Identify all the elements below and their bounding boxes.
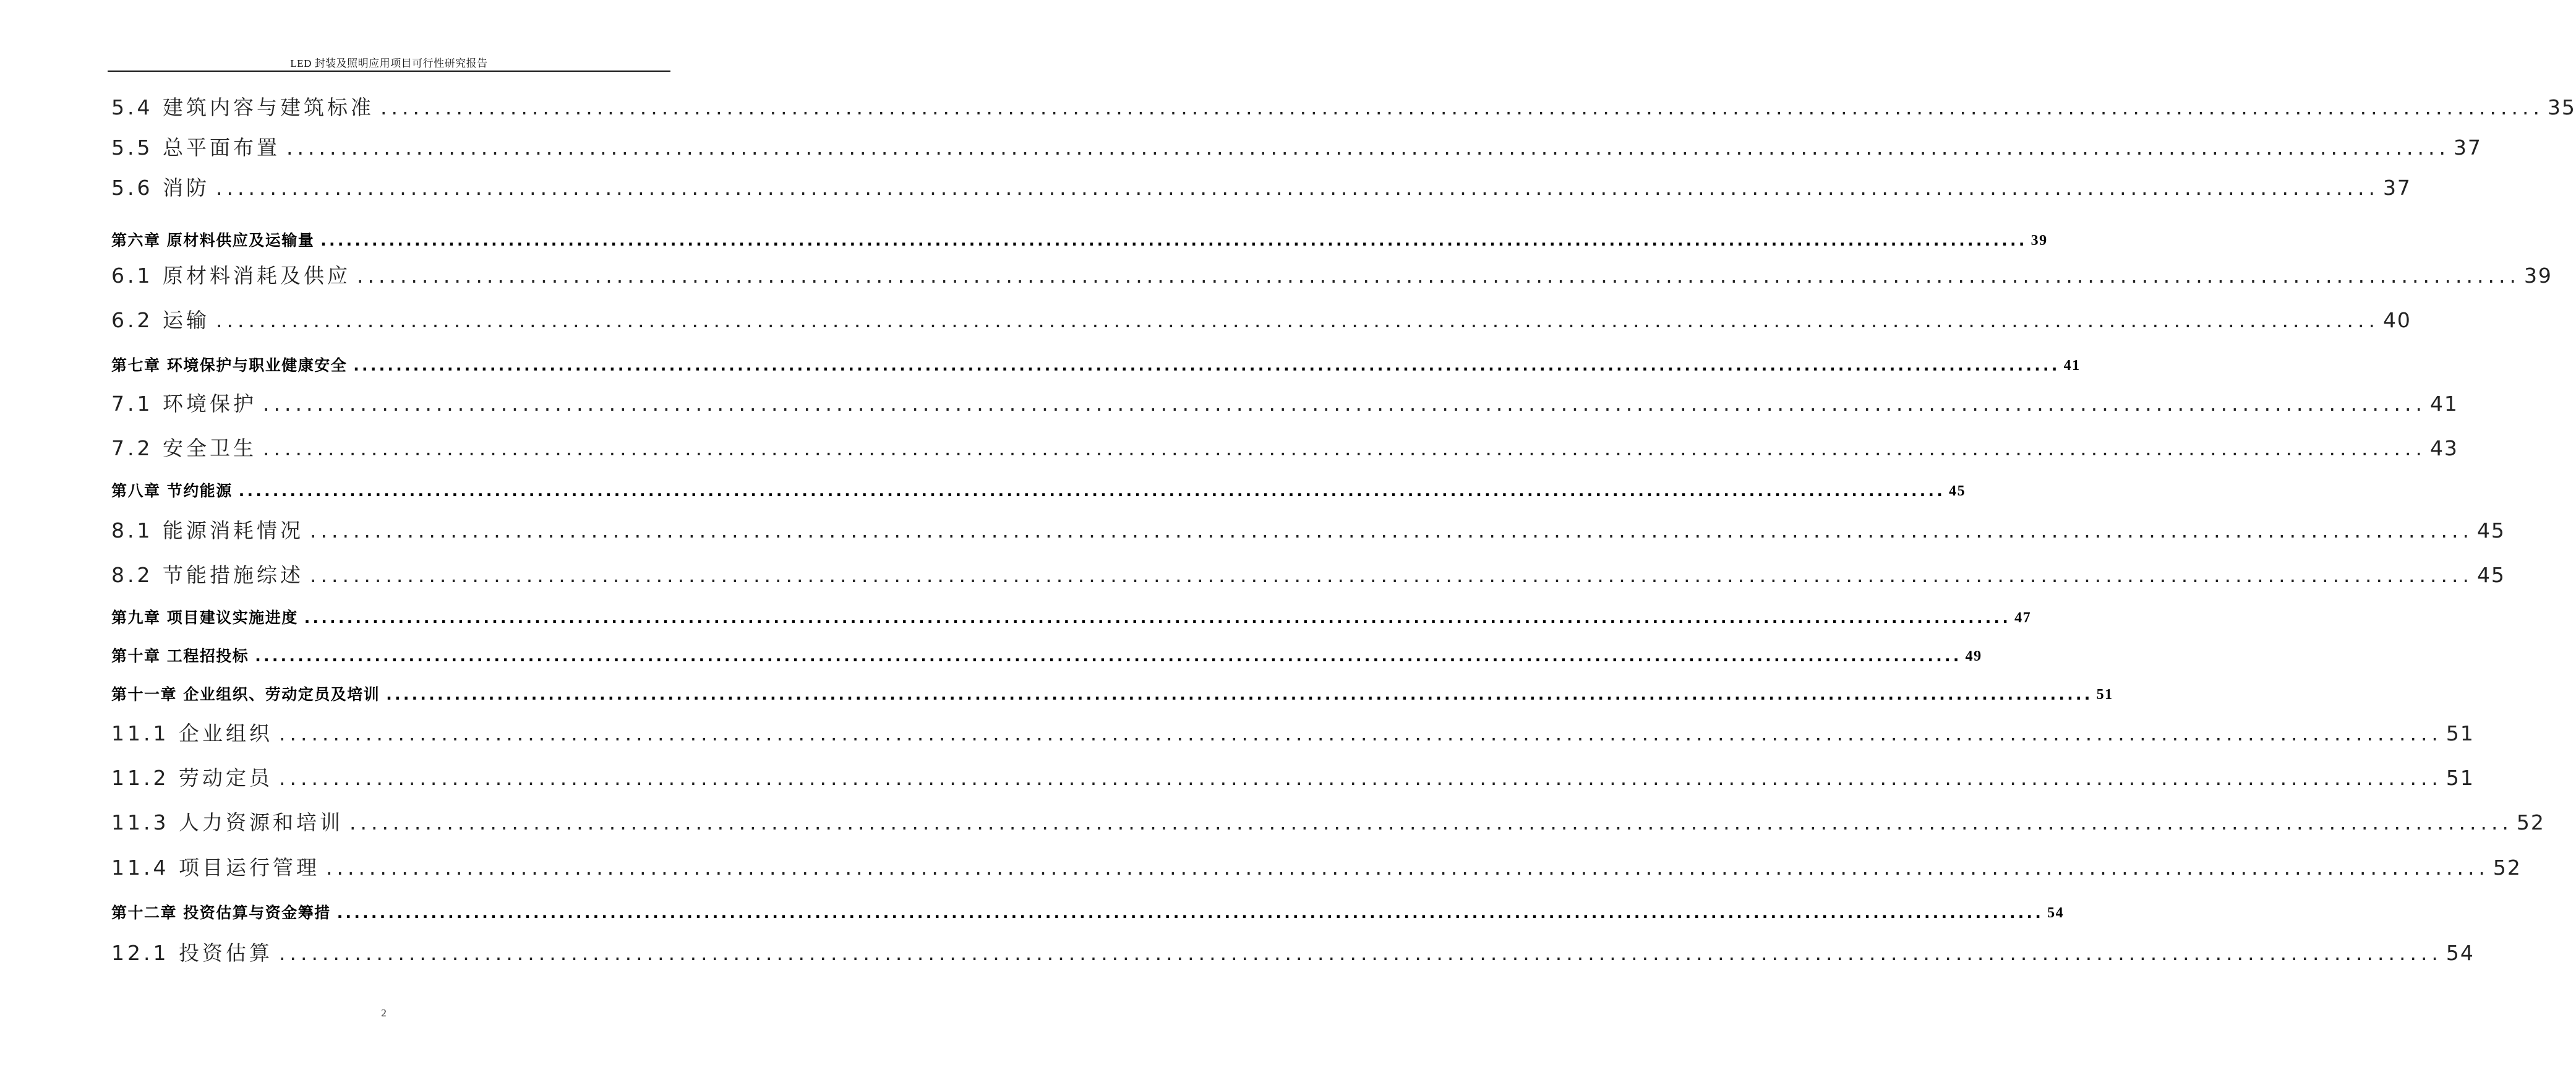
toc-leader-dots: ........................................................................................................................................................................................................ [386,685,2093,703]
toc-entry[interactable] [111,390,2458,418]
toc-entry[interactable] [111,262,2552,289]
toc-entry[interactable] [111,940,2475,967]
toc-entry-label: 第十二章 投资估算与资金筹措 [111,904,331,922]
toc-entry-page: 37 [2453,135,2482,160]
toc-entry-page: 51 [2096,687,2113,703]
toc-entry-page: 35 [2547,95,2576,119]
toc-chapter-entry[interactable] [111,607,2032,628]
toc-entry-page: 52 [2516,810,2545,834]
toc-entry[interactable] [111,720,2475,747]
toc-entry-label: 8.2 节能措施综述 [111,563,304,587]
toc-entry[interactable] [111,809,2545,836]
toc-entry[interactable] [111,517,2505,544]
toc-leader-dots: ........................................................................................................................................................................................................ [255,647,1962,665]
toc-entry-page: 52 [2493,856,2522,880]
toc-entry-page: 49 [1965,648,1982,664]
toc-entry-label: 11.2 劳动定员 [111,766,273,790]
toc-leader-dots: ........................................................................................................................................................................................................ [262,436,2426,460]
toc-entry-label: 12.1 投资估算 [111,941,273,965]
toc-leader-dots: ........................................................................................................................................................................................................ [215,308,2379,332]
toc-leader-dots: ........................................................................................................................................................................................................ [286,135,2450,160]
toc-leader-dots: ........................................................................................................................................................................................................ [309,518,2473,542]
toc-leader-dots: ........................................................................................................................................................................................................ [278,721,2442,745]
toc-entry-label: 11.1 企业组织 [111,721,273,745]
toc-leader-dots: ........................................................................................................................................................................................................ [320,231,2027,249]
toc-entry-label: 第十一章 企业组织、劳动定员及培训 [111,685,380,703]
toc-leader-dots: ........................................................................................................................................................................................................ [356,264,2520,288]
toc-leader-dots: ........................................................................................................................................................................................................ [353,356,2060,374]
toc-leader-dots: ........................................................................................................................................................................................................ [215,176,2379,200]
toc-entry-page: 45 [2476,518,2505,542]
toc-leader-dots: ........................................................................................................................................................................................................ [238,482,1946,500]
toc-chapter-entry[interactable] [111,646,1982,667]
toc-entry-label: 8.1 能源消耗情况 [111,518,304,542]
toc-entry-page: 39 [2030,233,2048,249]
toc-entry-label: 11.3 人力资源和培训 [111,810,343,834]
toc-chapter-entry[interactable] [111,230,2048,251]
toc-entry-page: 47 [2014,610,2032,626]
toc-entry[interactable] [111,94,2576,121]
toc-entry-label: 6.2 运输 [111,308,210,332]
toc-entry-label: 第九章 项目建议实施进度 [111,609,298,627]
toc-entry[interactable] [111,562,2505,589]
toc-entry[interactable] [111,765,2475,792]
toc-entry[interactable] [111,854,2522,881]
toc-entry[interactable] [111,134,2482,161]
toc-entry-label: 5.4 建筑内容与建筑标准 [111,95,374,119]
page-number: 2 [381,1007,387,1019]
running-header: LED 封装及照明应用项目可行性研究报告 [290,58,488,69]
toc-entry-page: 54 [2047,905,2065,921]
toc-entry-page: 37 [2382,176,2411,200]
toc-entry-label: 第七章 环境保护与职业健康安全 [111,356,348,374]
toc-leader-dots: ........................................................................................................................................................................................................ [278,766,2442,790]
toc-leader-dots: ........................................................................................................................................................................................................ [336,904,2044,922]
toc-entry-page: 45 [1949,483,1966,499]
toc-entry-label: 7.2 安全卫生 [111,436,257,460]
toc-entry[interactable] [111,435,2458,462]
toc-leader-dots: ........................................................................................................................................................................................................ [278,941,2442,965]
toc-entry-label: 7.1 环境保护 [111,392,257,416]
toc-leader-dots: ........................................................................................................................................................................................................ [304,609,2011,627]
toc-leader-dots: ........................................................................................................................................................................................................ [325,856,2489,880]
toc-chapter-entry[interactable] [111,684,2113,705]
toc-entry-label: 第八章 节约能源 [111,482,233,500]
toc-entry-page: 40 [2382,308,2411,332]
toc-chapter-entry[interactable] [111,481,1966,502]
toc-entry-page: 41 [2429,392,2458,416]
toc-chapter-entry[interactable] [111,355,2081,376]
toc-entry-page: 51 [2445,721,2475,745]
table-of-contents [111,0,2576,1085]
toc-entry-label: 6.1 原材料消耗及供应 [111,264,351,288]
toc-entry[interactable] [111,174,2411,202]
toc-chapter-entry[interactable] [111,903,2065,924]
toc-entry-label: 第十章 工程招投标 [111,647,249,665]
toc-leader-dots: ........................................................................................................................................................................................................ [349,810,2513,834]
toc-leader-dots: ........................................................................................................................................................................................................ [380,95,2544,119]
toc-leader-dots: ........................................................................................................................................................................................................ [262,392,2426,416]
toc-entry-page: 51 [2445,766,2475,790]
toc-entry-page: 43 [2429,436,2458,460]
toc-entry-label: 第六章 原材料供应及运输量 [111,231,315,249]
toc-entry-page: 45 [2476,563,2505,587]
toc-entry-page: 54 [2445,941,2475,965]
toc-entry-label: 5.5 总平面布置 [111,135,280,160]
toc-entry-page: 39 [2523,264,2552,288]
toc-entry-page: 41 [2063,358,2081,374]
toc-entry-label: 11.4 项目运行管理 [111,856,320,880]
toc-entry-label: 5.6 消防 [111,176,210,200]
toc-leader-dots: ........................................................................................................................................................................................................ [309,563,2473,587]
toc-entry[interactable] [111,307,2411,334]
